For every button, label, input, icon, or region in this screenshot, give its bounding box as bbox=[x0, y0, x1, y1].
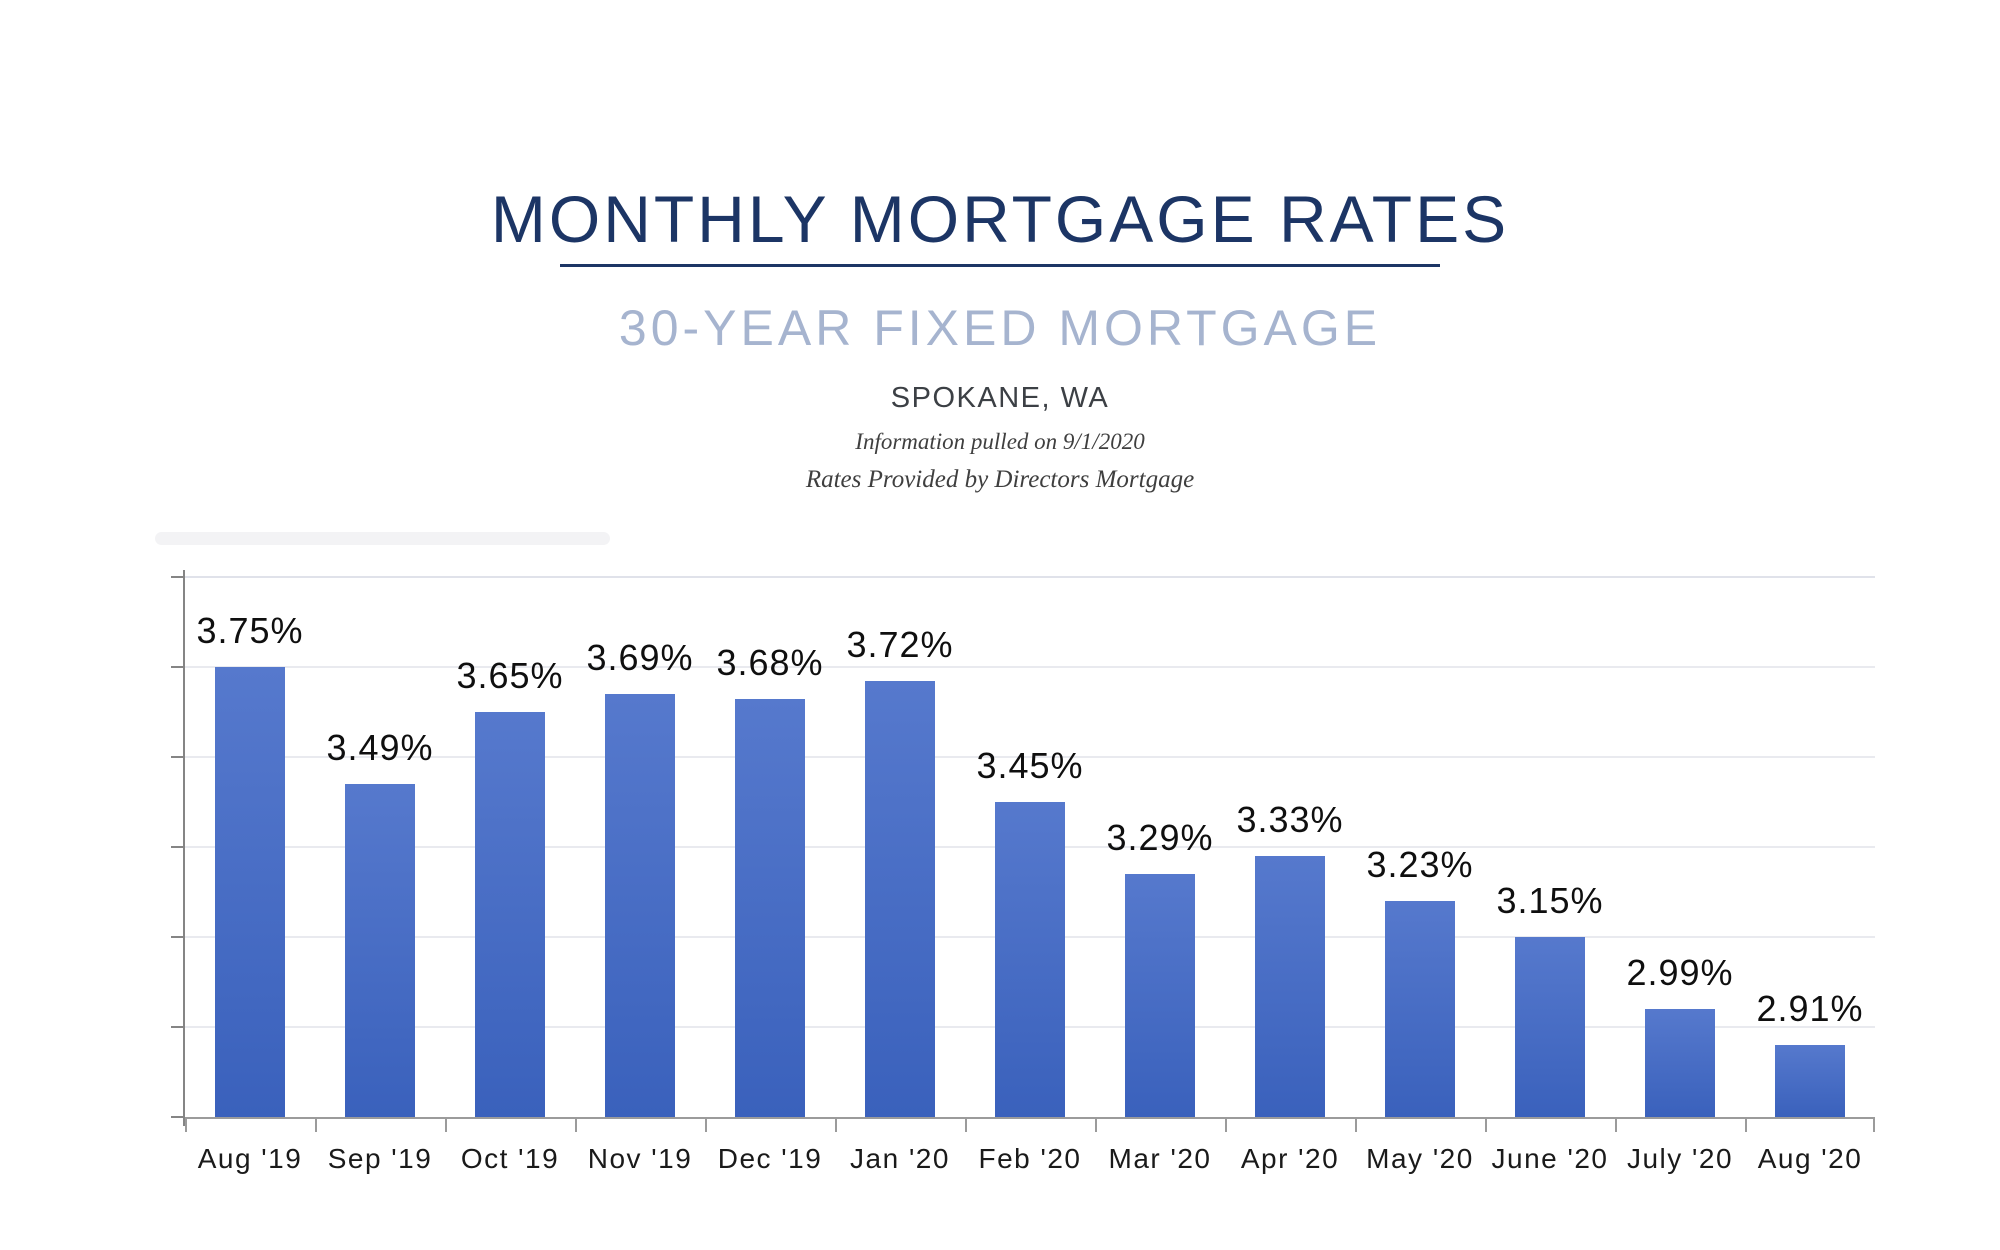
x-axis-label: May '20 bbox=[1366, 1143, 1474, 1174]
bar-value-label: 3.29% bbox=[1106, 817, 1214, 858]
category-slot bbox=[835, 577, 965, 1174]
x-axis-label: Nov '19 bbox=[587, 1143, 693, 1174]
plot-area bbox=[185, 577, 1875, 1174]
bar bbox=[475, 712, 545, 1117]
x-axis-label: Oct '19 bbox=[460, 1143, 560, 1174]
x-axis-tick bbox=[185, 1117, 187, 1132]
location-label: SPOKANE, WA bbox=[890, 382, 1110, 414]
x-axis-tick bbox=[575, 1117, 577, 1132]
bar bbox=[1775, 1045, 1845, 1117]
bar bbox=[1645, 1009, 1715, 1117]
bar-value-label: 3.68% bbox=[716, 641, 824, 683]
x-axis-label: Aug '20 bbox=[1757, 1143, 1863, 1174]
bar bbox=[215, 667, 285, 1117]
bar-value-label: 3.23% bbox=[1366, 844, 1474, 885]
category-slot bbox=[1745, 577, 1875, 1174]
bar-value-label: 3.45% bbox=[976, 745, 1084, 786]
x-axis-tick bbox=[835, 1117, 837, 1132]
bar bbox=[1255, 856, 1325, 1117]
bar-value-label: 2.99% bbox=[1626, 952, 1734, 993]
category-slot bbox=[1225, 577, 1355, 1174]
rates-provider: Rates Provided by Directors Mortgage bbox=[805, 466, 1195, 493]
bar bbox=[735, 699, 805, 1118]
x-axis-label: Sep '19 bbox=[327, 1143, 433, 1174]
x-axis-label: June '20 bbox=[1491, 1143, 1609, 1174]
bar bbox=[605, 694, 675, 1117]
bar-value-label: 3.69% bbox=[586, 637, 694, 678]
category-slot bbox=[445, 577, 575, 1174]
bar-value-label: 3.15% bbox=[1496, 880, 1604, 921]
category-slot bbox=[575, 577, 705, 1174]
category-slot bbox=[965, 577, 1095, 1174]
x-axis-tick bbox=[1745, 1117, 1747, 1132]
bar bbox=[1515, 937, 1585, 1117]
x-axis-tick bbox=[1485, 1117, 1487, 1132]
x-axis-tick bbox=[445, 1117, 447, 1132]
x-axis-label: Apr '20 bbox=[1240, 1143, 1340, 1174]
title-underline bbox=[560, 264, 1440, 267]
bar bbox=[865, 681, 935, 1118]
bar bbox=[995, 802, 1065, 1117]
x-axis-label: July '20 bbox=[1626, 1143, 1734, 1174]
bar-value-label: 3.49% bbox=[326, 727, 434, 768]
x-axis-tick bbox=[315, 1117, 317, 1132]
category-slot bbox=[1615, 577, 1745, 1174]
bar bbox=[1385, 901, 1455, 1117]
category-slot bbox=[1095, 577, 1225, 1174]
x-axis-tick bbox=[965, 1117, 967, 1132]
bar bbox=[1125, 874, 1195, 1117]
x-axis-tick bbox=[1615, 1117, 1617, 1132]
category-slot bbox=[1355, 577, 1485, 1174]
bar-value-label: 3.75% bbox=[196, 610, 304, 651]
x-axis-label: Jan '20 bbox=[850, 1143, 950, 1174]
x-axis-label: Feb '20 bbox=[978, 1143, 1082, 1174]
category-slot bbox=[705, 577, 835, 1174]
x-axis-tick bbox=[1355, 1117, 1357, 1132]
x-axis-tick bbox=[1225, 1117, 1227, 1132]
bar bbox=[345, 784, 415, 1117]
x-axis-label: Mar '20 bbox=[1108, 1143, 1212, 1174]
x-axis-label: Dec '19 bbox=[717, 1143, 823, 1174]
page-title: MONTHLY MORTGAGE RATES bbox=[490, 182, 1510, 256]
x-axis-tick bbox=[1873, 1117, 1875, 1132]
category-slot bbox=[185, 577, 315, 1174]
info-pulled-date: Information pulled on 9/1/2020 bbox=[855, 429, 1145, 454]
x-axis-label: Aug '19 bbox=[197, 1143, 303, 1174]
bar-value-label: 3.33% bbox=[1236, 799, 1344, 840]
decorative-strip bbox=[155, 532, 610, 545]
chart-subtitle: 30-YEAR FIXED MORTGAGE bbox=[618, 300, 1382, 356]
x-axis-tick bbox=[705, 1117, 707, 1132]
bar-value-label: 2.91% bbox=[1756, 988, 1864, 1029]
category-slot bbox=[315, 577, 445, 1174]
bar-value-label: 3.72% bbox=[846, 623, 954, 665]
category-slot bbox=[1485, 577, 1615, 1174]
x-axis-tick bbox=[1095, 1117, 1097, 1132]
bar-value-label: 3.65% bbox=[456, 655, 564, 696]
